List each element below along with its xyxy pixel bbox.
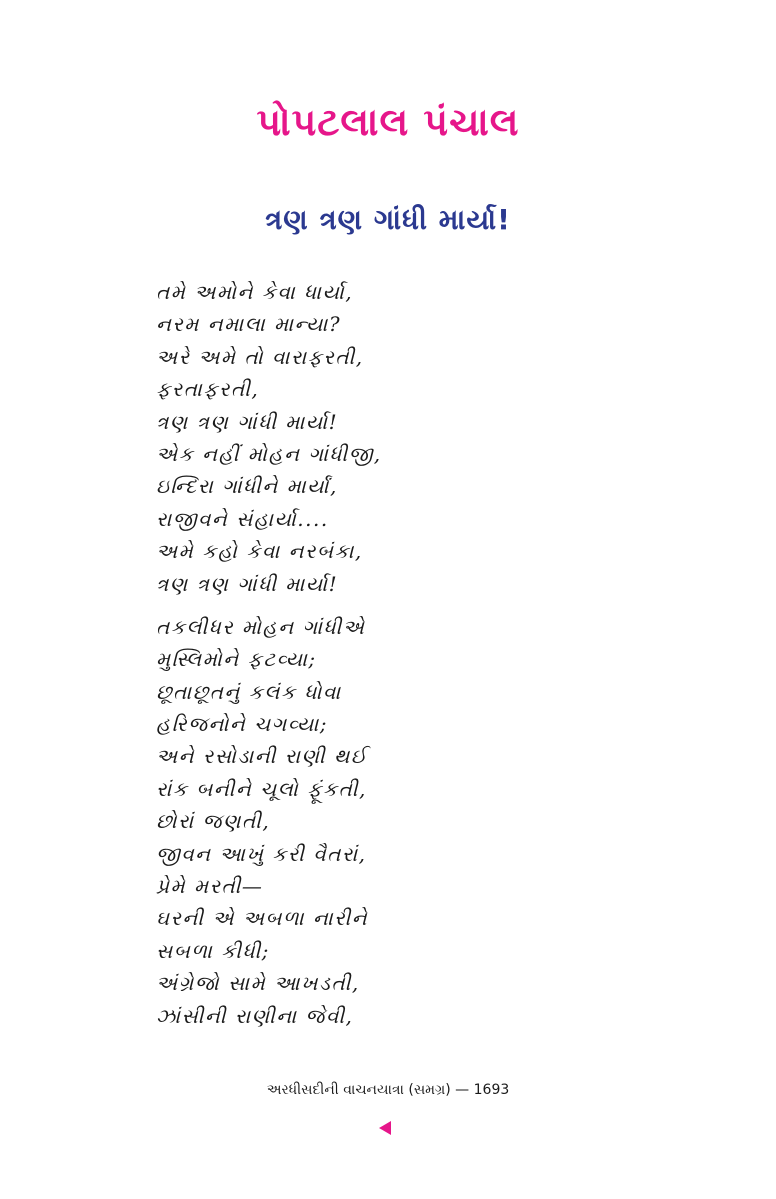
poem-line: જીવન આખું કરી વૈતરાં, xyxy=(156,841,367,866)
poem-line: છોરાં જણતી, xyxy=(156,809,271,834)
poem-line: રાંક બનીને ચૂલો ફૂંકતી, xyxy=(156,776,367,801)
poem-line: તકલીધર મોહન ગાંધીએ xyxy=(156,614,366,639)
poem-line: મુસ્લિમોને ફટવ્યા; xyxy=(156,647,317,672)
poem-line: છૂતાછૂતનું કલંક ધોવા xyxy=(156,679,342,704)
poem-line: એક નહીં મોહન ગાંધીજી, xyxy=(156,441,382,466)
author-name: પોપટલાલ પંચાલ xyxy=(256,100,520,144)
poem-line: ઝાંસીની રાણીના જેવી, xyxy=(156,1003,354,1028)
poem-line: અરે અમે તો વારાફરતી, xyxy=(156,344,364,369)
poem-line: તમે અમોને કેવા ધાર્યા, xyxy=(156,280,354,304)
poem-line: હરિજનોને ચગવ્યા; xyxy=(156,712,328,737)
stanza-1 xyxy=(156,276,636,600)
poem-line: સબળા કીધી; xyxy=(156,938,270,963)
poem-title: ત્રણ ત્રણ ગાંધી માર્યા! xyxy=(265,203,511,236)
page-footer: અરધીસદીની વાચનયાત્રા (સમગ્ર) — 1693 xyxy=(266,1082,510,1098)
previous-page-arrow-icon[interactable] xyxy=(379,1121,391,1135)
poem-line: ત્રણ ત્રણ ગાંધી માર્યા! xyxy=(156,571,339,596)
poem-body xyxy=(156,276,636,1043)
poem-line: નરમ નમાલા માન્યા? xyxy=(156,312,342,337)
poem-line: ત્રણ ત્રણ ગાંધી માર્યા! xyxy=(156,409,339,434)
stanza-2 xyxy=(156,611,636,1032)
poem-line: પ્રેમે મરતી— xyxy=(156,874,264,899)
poem-line: ફરતાફરતી, xyxy=(156,377,260,402)
poem-line: અમે કહો કેવા નરબંકા, xyxy=(156,539,363,564)
poem-line: ઘરની એ અબળા નારીને xyxy=(156,906,369,931)
poem-line: રાજીવને સંહાર્યા.... xyxy=(156,506,329,531)
poem-line: અંગ્રેજો સામે આખડતી, xyxy=(156,971,360,996)
poem-line: અને રસોડાની રાણી થઈ xyxy=(156,744,368,769)
poem-line: ઇન્દિરા ગાંધીને માર્યાં, xyxy=(156,474,338,499)
